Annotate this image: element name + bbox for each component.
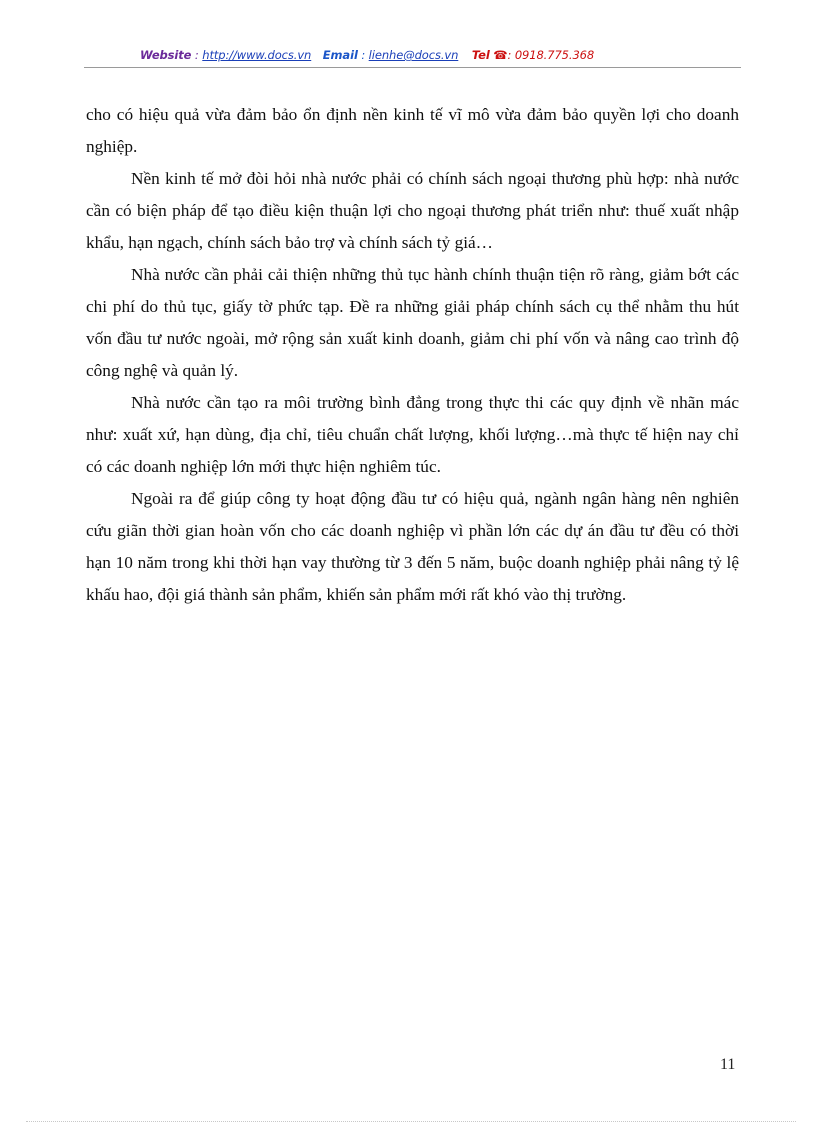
website-label: Website xyxy=(140,48,192,62)
footer-divider xyxy=(26,1121,796,1122)
tel-value: 0918.775.368 xyxy=(514,48,595,62)
paragraph-continuation: cho có hiệu quả vừa đảm bảo ổn định nền kinh tế vĩ mô vừa đảm bảo quyền lợi cho doanh nghiệp. xyxy=(86,105,739,156)
tel-separator: : xyxy=(507,48,515,62)
page-header xyxy=(140,48,594,66)
paragraph-administrative-procedures: Nhà nước cần phải cải thiện những thủ tục hành chính thuận tiện rõ ràng, giảm bớt các chi phí do thủ tục, giấy tờ phức tạp. Đề ra những giải pháp chính sách cụ thể nhằm thu hút vốn đầu tư nước ngoài, mở rộng sản xuất kinh doanh, giảm chi phí vốn và nâng cao trình độ công nghệ và quản lý. xyxy=(86,265,739,380)
paragraph-banking-sector: Ngoài ra để giúp công ty hoạt động đầu tư có hiệu quả, ngành ngân hàng nên nghiên cứu giãn thời gian hoàn vốn cho các doanh nghiệp vì phần lớn các dự án đầu tư đều có thời hạn 10 năm trong khi thời hạn vay thường từ 3 đến 5 năm, buộc doanh nghiệp phải nâng tỷ lệ khấu hao, đội giá thành sản phẩm, khiến sản phẩm mới rất khó vào thị trường. xyxy=(86,489,739,604)
document-body xyxy=(86,99,739,611)
paragraph-foreign-trade-policy: Nền kinh tế mở đòi hỏi nhà nước phải có chính sách ngoại thương phù hợp: nhà nước cần có biện pháp để tạo điều kiện thuận lợi cho ngoại thương phát triển như: thuế xuất nhập khẩu, hạn ngạch, chính sách bảo trợ và chính sách tỷ giá… xyxy=(86,169,739,252)
phone-icon: ☎ xyxy=(493,48,508,62)
email-link[interactable]: lienhe@docs.vn xyxy=(368,48,459,62)
paragraph-labeling-regulations: Nhà nước cần tạo ra môi trường bình đẳng trong thực thi các quy định về nhãn mác như: xuất xứ, hạn dùng, địa chỉ, tiêu chuẩn chất lượng, khối lượng…mà thực tế hiện nay chỉ có các doanh nghiệp lớn mới thực hiện nghiêm túc. xyxy=(86,393,739,476)
website-separator: : xyxy=(191,48,203,62)
header-divider xyxy=(84,67,741,68)
email-label: Email xyxy=(322,48,358,62)
email-separator: : xyxy=(357,48,369,62)
page-number: 11 xyxy=(720,1056,736,1073)
website-link[interactable]: http://www.docs.vn xyxy=(202,48,312,62)
tel-label: Tel xyxy=(471,48,490,62)
